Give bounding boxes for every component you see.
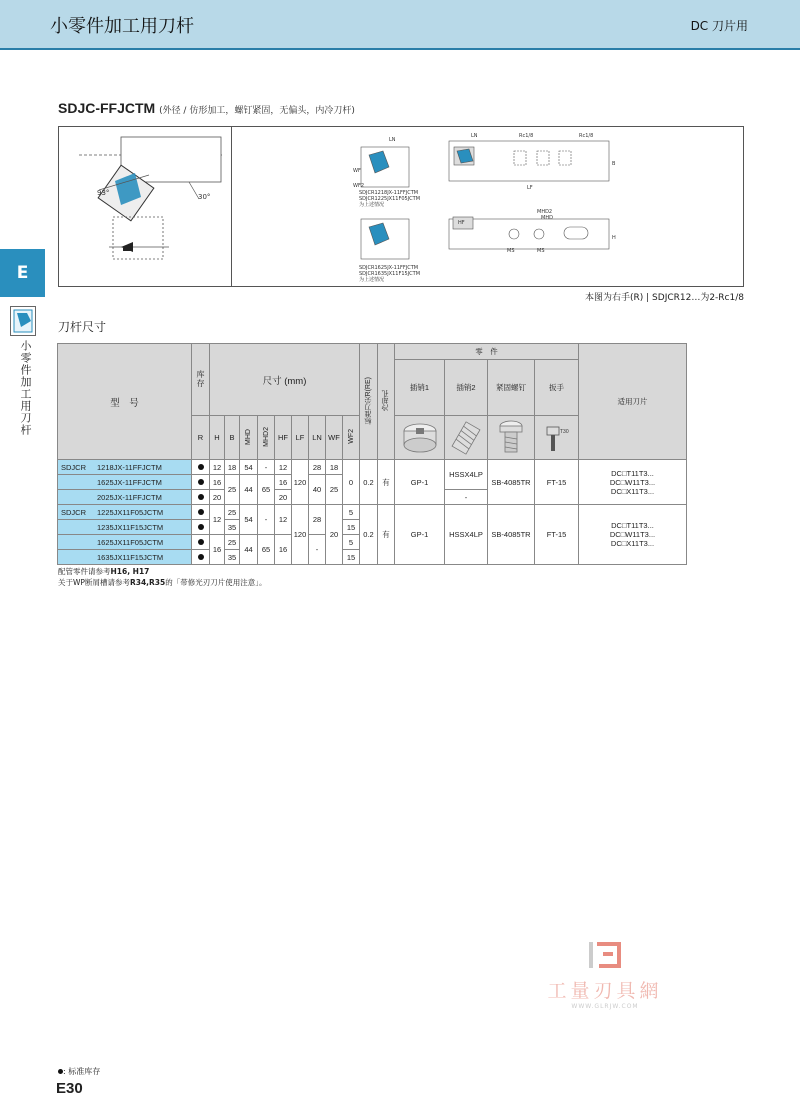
col-r: R: [192, 416, 210, 460]
col-mhd: MHD: [240, 416, 258, 460]
model-code: SDJC-FFJCTM: [58, 100, 156, 116]
tool-holder-icon: [10, 306, 36, 336]
col-wf: WF: [326, 416, 343, 460]
svg-text:MHD: MHD: [541, 215, 553, 221]
pin1-image: [395, 416, 445, 460]
model-cell: SDJCR 1225JX11F05JCTM: [58, 505, 192, 520]
svg-text:SDJCR1625JX-11FFJCTM: SDJCR1625JX-11FFJCTM: [359, 265, 419, 271]
svg-text:MS: MS: [537, 248, 545, 254]
pin1-icon: [400, 421, 440, 455]
stock-dot-icon: [198, 479, 204, 485]
watermark-text: 工量刃具網: [547, 980, 663, 1002]
stock-dot-icon: [198, 524, 204, 530]
svg-text:WF2: WF2: [353, 183, 365, 189]
stock-dot-icon: [198, 509, 204, 515]
col-parts: 零 件: [395, 344, 579, 360]
svg-text:T30: T30: [559, 428, 569, 435]
svg-text:LF: LF: [527, 185, 533, 191]
col-wrench: 扳手: [535, 360, 579, 416]
svg-text:SDJCR1635JX11F15JCTM: SDJCR1635JX11F15JCTM: [359, 271, 421, 277]
stock-cell: [192, 535, 210, 550]
stock-dot-icon: [198, 539, 204, 545]
stock-legend: : 标准库存: [58, 1066, 100, 1077]
model-cell: 1625JX11F05JCTM: [58, 535, 192, 550]
svg-text:为上述情况: 为上述情况: [359, 277, 385, 283]
screw-icon: [496, 419, 526, 457]
table-row: 2025JX-11FFJCTM 20 20 -: [58, 490, 687, 505]
col-mhd2: MHD2: [258, 416, 275, 460]
watermark-url: WWW.GLRJW.COM: [571, 1003, 639, 1010]
svg-text:MHD2: MHD2: [537, 209, 553, 215]
stock-cell: [192, 520, 210, 535]
svg-text:LN: LN: [389, 137, 396, 143]
svg-text:为上述情况: 为上述情况: [359, 202, 385, 208]
ref-link[interactable]: H16, H17: [110, 567, 150, 576]
insert-cell: DC□T11T3... DC□W11T3... DC□X11T3...: [579, 460, 687, 505]
svg-text:WF: WF: [353, 168, 361, 174]
section-tab[interactable]: E: [0, 249, 45, 297]
col-h: H: [210, 416, 225, 460]
table-row: 1635JX11F15JCTM 35 15: [58, 550, 687, 565]
stock-cell: [192, 505, 210, 520]
svg-text:LN: LN: [471, 133, 478, 139]
wrench-image: [535, 416, 579, 460]
drawing-svg: [59, 127, 745, 288]
svg-text:HF: HF: [458, 220, 465, 226]
model-description: (外径 / 仿形加工，螺钉紧固，无偏头，内冷刀杆): [159, 106, 355, 116]
model-cell: 1625JX-11FFJCTM: [58, 475, 192, 490]
page-number: E30: [56, 1080, 83, 1097]
model-cell: 2025JX-11FFJCTM: [58, 490, 192, 505]
holder-dimensions-table: [57, 343, 687, 565]
model-heading: [58, 100, 355, 116]
col-corner-radius: 标准刀尖R(RE): [360, 344, 378, 460]
table-row: 1625JX-11FFJCTM 16 25 44 65 16 40 25: [58, 475, 687, 490]
col-pin1: 插销1: [395, 360, 445, 416]
stock-cell: [192, 460, 210, 475]
col-coolant: 冷却孔: [378, 344, 395, 460]
stock-cell: [192, 550, 210, 565]
svg-text:SDJCR1225JX11F05JCTM: SDJCR1225JX11F05JCTM: [359, 196, 421, 202]
col-dimensions: 尺寸 (mm): [210, 344, 360, 416]
table-row: 1235JX11F15JCTM 35 15: [58, 520, 687, 535]
stock-dot-icon: [198, 464, 204, 470]
technical-drawing: [58, 126, 744, 287]
wrench-icon: [542, 421, 572, 455]
svg-text:MS: MS: [507, 248, 515, 254]
col-insert: 适用刀片: [579, 344, 687, 460]
col-hf: HF: [275, 416, 292, 460]
svg-text:B: B: [612, 161, 616, 167]
stock-dot-icon: [198, 494, 204, 500]
header-category: DC 刀片用: [690, 19, 748, 33]
col-model: 型 号: [58, 344, 192, 460]
model-cell: 1235JX11F15JCTM: [58, 520, 192, 535]
model-cell: 1635JX11F15JCTM: [58, 550, 192, 565]
watermark-logo-icon: [585, 940, 625, 970]
col-pin2: 插销2: [445, 360, 488, 416]
col-screw: 紧固螺钉: [488, 360, 535, 416]
model-cell: SDJCR 1218JX-11FFJCTM: [58, 460, 192, 475]
table-row: SDJCR 1218JX-11FFJCTM 12 18 54 - 12 120 28 18 0 0.2 有 GP-1 HSSX4LP SB-4085TR FT-15 DC□T11T3... DC□W11T3... DC□X11T3...: [58, 460, 687, 475]
table-notes: 配管零件请参考H16, H17 关于WP断屑槽请参考R34,R35的「带修光刃刀片使用注意」。: [58, 567, 267, 587]
page-header: [0, 0, 800, 50]
stock-cell: [192, 490, 210, 505]
section-title: 刀杆尺寸: [58, 320, 107, 334]
table-row: SDJCR 1225JX11F05JCTM 12 25 54 - 12 120 28 20 5 0.2 有 GP-1 HSSX4LP SB-4085TR FT-15 DC□T11T3... DC□W11T3... DC□X11T3...: [58, 505, 687, 520]
stock-cell: [192, 475, 210, 490]
page-title: 小零件加工用刀杆: [50, 16, 194, 37]
stock-dot-icon: [198, 554, 204, 560]
table-row: 1625JX11F05JCTM 16 25 44 65 16 - 5: [58, 535, 687, 550]
col-lf: LF: [292, 416, 309, 460]
insert-cell: DC□T11T3... DC□W11T3... DC□X11T3...: [579, 505, 687, 565]
angle-93-label: 93°: [97, 189, 110, 197]
watermark: [535, 940, 675, 1010]
svg-text:H: H: [612, 235, 616, 241]
svg-text:Rc1/8: Rc1/8: [579, 133, 594, 139]
drawing-caption: 本图为右手(R) | SDJCR12…为2-Rc1/8: [585, 293, 744, 303]
screw-image: [488, 416, 535, 460]
side-section-label: 小零件加工用刀杆: [19, 340, 32, 436]
col-stock: 库存: [192, 344, 210, 416]
svg-text:Rc1/8: Rc1/8: [519, 133, 534, 139]
col-ln: LN: [309, 416, 326, 460]
col-wf2: WF2: [343, 416, 360, 460]
svg-text:SDJCR1218JX-11FFJCTM: SDJCR1218JX-11FFJCTM: [359, 190, 419, 196]
pin2-image: [445, 416, 488, 460]
pin2-icon: [449, 421, 483, 455]
ref-link[interactable]: R34,R35: [129, 578, 166, 587]
angle-30-label: 30°: [198, 193, 211, 201]
col-b: B: [225, 416, 240, 460]
